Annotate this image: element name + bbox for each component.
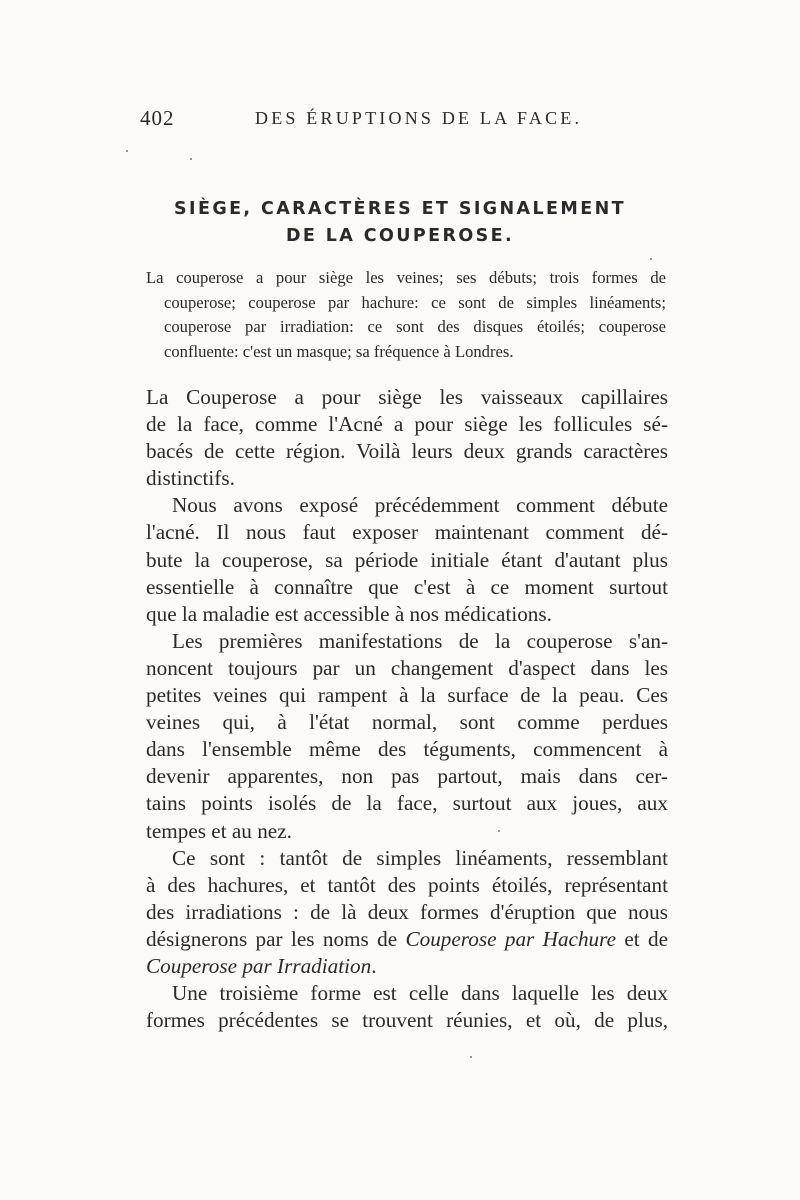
summary-line: confluente: c'est un masque; sa fréquence à Londres. <box>164 341 514 361</box>
body-line: Ce sont : tantôt de simples linéaments, ressemblant <box>172 845 668 870</box>
italic-term: Couperose par Irradiation <box>146 953 372 978</box>
body-line: tempes et au nez. <box>146 818 292 843</box>
italic-term: Couperose par Hachure <box>405 926 616 951</box>
body-line: Nous avons exposé précédemment comment débute <box>172 493 668 518</box>
body-line: tains points isolés de la face, surtout aux joues, aux <box>146 791 668 816</box>
body-line: distinctifs. <box>146 466 235 491</box>
body-fragment: . <box>371 953 377 978</box>
print-speck <box>126 150 128 152</box>
body-line: dans l'ensemble même des téguments, commencent à <box>146 737 668 762</box>
body-line <box>146 926 668 953</box>
body-line: essentielle à connaître que c'est à ce moment surtout <box>146 574 668 599</box>
body-fragment: et de <box>616 926 668 951</box>
body-line <box>146 953 668 980</box>
summary-line: La couperose a pour siège les veines; ses débuts; trois formes de <box>146 268 666 287</box>
print-speck <box>470 1056 472 1058</box>
body-line: Une troisième forme est celle dans laquelle les deux <box>172 981 668 1006</box>
summary-line: couperose par irradiation: ce sont des disques étoilés; couperose <box>164 317 666 336</box>
running-title: DES ÉRUPTIONS DE LA FACE. <box>255 108 583 128</box>
body-line: noncent toujours par un changement d'aspect dans les <box>146 655 668 680</box>
body-line: formes précédentes se trouvent réunies, et où, de plus, <box>146 1008 668 1033</box>
summary-line: couperose; couperose par hachure: ce sont de simples linéaments; <box>164 292 666 312</box>
body-text <box>146 384 668 1034</box>
section-title-line-1: SIÈGE, CARACTÈRES ET SIGNALEMENT <box>174 199 626 219</box>
print-speck <box>498 830 500 832</box>
page-header <box>140 106 660 136</box>
body-line: bute la couperose, sa période initiale étant d'autant plus <box>146 547 668 572</box>
body-line: devenir apparentes, non pas partout, mais dans cer- <box>146 764 668 789</box>
section-title-line-2: DE LA COUPEROSE. <box>285 226 515 246</box>
page-number: 402 <box>140 106 175 130</box>
print-speck <box>650 258 652 260</box>
body-line: petites veines qui rampent à la surface de la peau. Ces <box>146 683 668 708</box>
chapter-summary <box>146 266 666 364</box>
body-line: l'acné. Il nous faut exposer maintenant comment dé- <box>146 520 668 545</box>
body-line: Les premières manifestations de la couperose s'an- <box>172 628 668 653</box>
body-line: bacés de cette région. Voilà leurs deux grands caractères <box>146 439 668 464</box>
body-line: à des hachures, et tantôt des points étoilés, représentant <box>146 872 668 897</box>
body-line: veines qui, à l'état normal, sont comme perdues <box>146 710 668 735</box>
body-line: La Couperose a pour siège les vaisseaux capillaires <box>146 385 668 409</box>
section-title <box>140 196 660 250</box>
body-fragment: désignerons par les noms de <box>146 926 406 951</box>
body-line: de la face, comme l'Acné a pour siège les follicules sé- <box>146 412 668 437</box>
body-line: des irradiations : de là deux formes d'éruption que nous <box>146 899 668 924</box>
print-speck <box>190 158 192 160</box>
body-line: que la maladie est accessible à nos médications. <box>146 601 552 626</box>
